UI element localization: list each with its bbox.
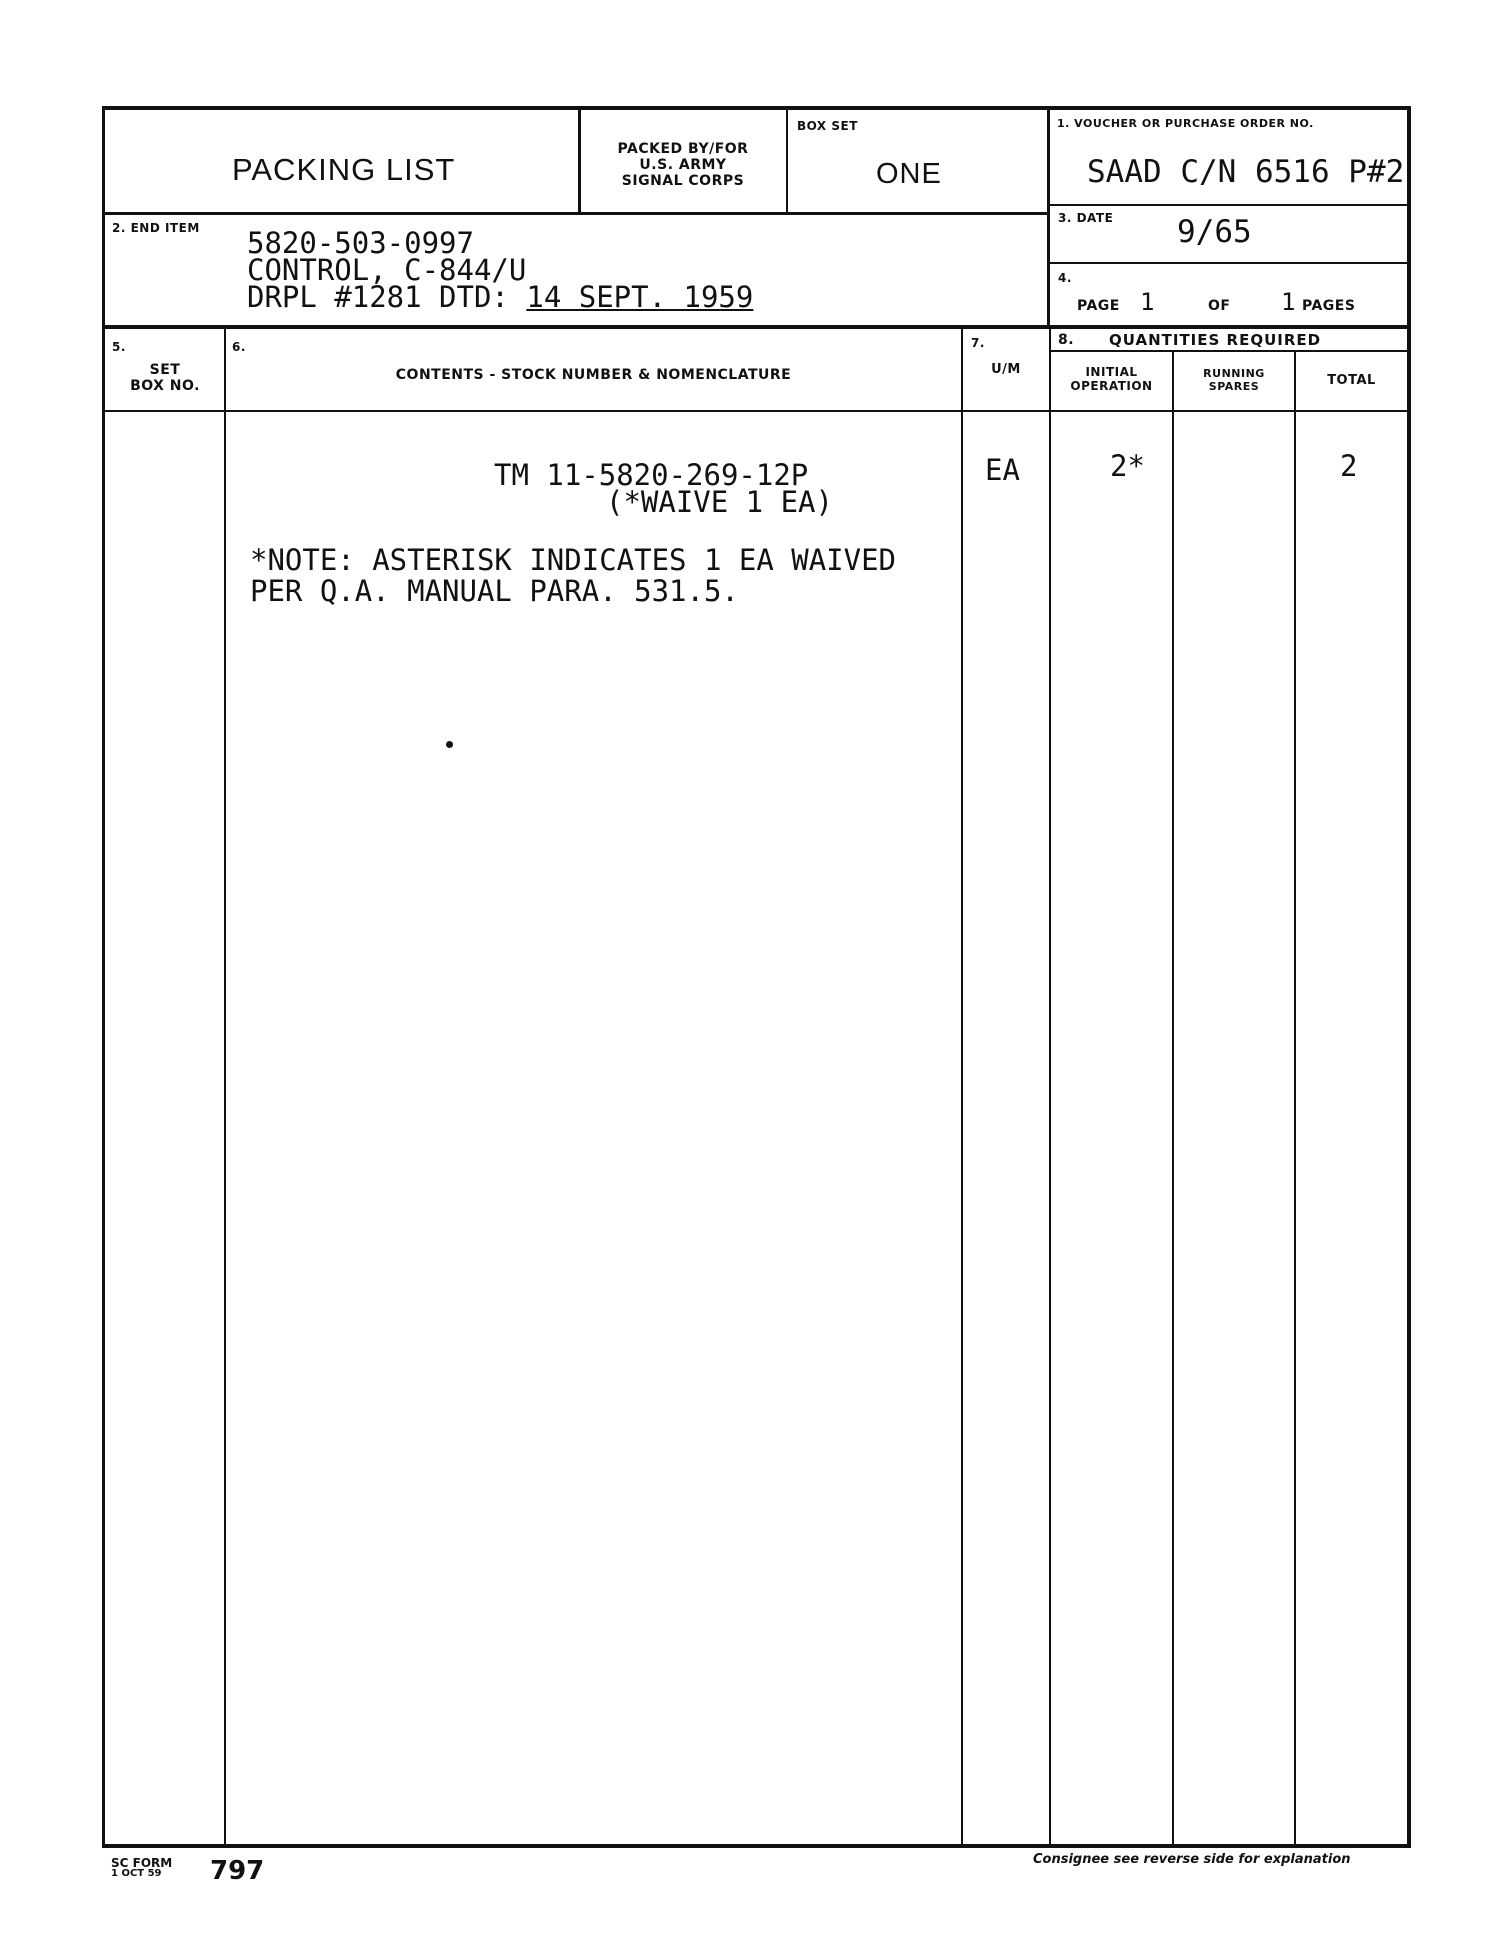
box-set-label: BOX SET	[797, 119, 858, 133]
end-item-name: CONTROL, C-844/U	[247, 253, 527, 287]
form-border-top	[102, 106, 1410, 110]
col-setbox-label1: SET	[149, 362, 181, 378]
item-stock-number: TM 11-5820-269-12P	[494, 458, 809, 492]
box-set-value: ONE	[876, 158, 942, 190]
item-initial-quantity: 2*	[1110, 449, 1145, 483]
col-setbox-header	[106, 362, 224, 394]
date-value: 9/65	[1177, 214, 1252, 250]
note-line-1: *NOTE: ASTERISK INDICATES 1 EA WAIVED	[250, 543, 897, 577]
form-border-bottom	[102, 1844, 1411, 1848]
form-title: PACKING LIST	[232, 152, 456, 187]
col-running-label1: RUNNING	[1203, 367, 1265, 380]
col-vline-setbox	[224, 327, 226, 1846]
packed-by-line2: U.S. ARMY	[639, 157, 727, 174]
consignee-note: Consignee see reverse side for explanation	[1033, 1852, 1351, 1867]
col-contents-header: CONTENTS - STOCK NUMBER & NOMENCLATURE	[395, 367, 792, 383]
table-top-line	[102, 325, 1409, 329]
col-vline-um	[961, 327, 963, 1846]
packed-by-line3: SIGNAL CORPS	[621, 173, 745, 190]
packed-by-block	[588, 141, 778, 189]
col-qty-header: QUANTITIES REQUIRED	[1109, 331, 1322, 349]
col-initial-label2: OPERATION	[1070, 378, 1153, 393]
form-border-left	[102, 106, 105, 1848]
end-item-stock-number: 5820-503-0997	[247, 226, 474, 260]
page-word: PAGE	[1077, 298, 1120, 314]
col-um-number: 7.	[971, 336, 985, 350]
item-waiver-note: (*WAIVE 1 EA)	[606, 485, 833, 519]
header-vline-2	[786, 106, 788, 214]
form-id-line2: 1 OCT 59	[111, 1868, 162, 1879]
form-id-line1: SC FORM	[111, 1856, 173, 1870]
form-border-right	[1407, 106, 1411, 1846]
page-value: 1	[1140, 288, 1155, 316]
end-item-drpl	[247, 280, 754, 314]
voucher-label: 1. VOUCHER OR PURCHASE ORDER NO.	[1057, 117, 1314, 130]
header-row-divider	[102, 212, 1049, 215]
col-running-header	[1174, 368, 1294, 393]
col-initial-header	[1051, 366, 1172, 394]
stray-ink-dot	[446, 741, 453, 748]
date-label: 3. DATE	[1058, 211, 1114, 225]
of-word: OF	[1208, 298, 1231, 314]
col-qty-number: 8.	[1058, 332, 1075, 348]
form-id-block	[111, 1857, 172, 1879]
quantities-subheader-line	[1049, 350, 1409, 352]
col-vline-running	[1172, 350, 1174, 1846]
packed-by-line1: PACKED BY/FOR	[617, 141, 749, 157]
voucher-divider	[1049, 204, 1409, 206]
right-column-vline	[1047, 106, 1050, 328]
item-unit-of-measure: EA	[985, 453, 1020, 487]
col-contents-number: 6.	[232, 340, 246, 354]
pages-word: PAGES	[1302, 298, 1356, 314]
col-running-label2: SPARES	[1208, 379, 1260, 393]
voucher-value: SAAD C/N 6516 P#2	[1087, 154, 1405, 190]
pages-value: 1	[1281, 288, 1296, 316]
col-setbox-number: 5.	[112, 340, 126, 354]
date-divider	[1049, 262, 1409, 264]
item-total-quantity: 2	[1340, 449, 1358, 483]
drpl-prefix: DRPL #1281 DTD:	[247, 280, 527, 314]
header-vline-1	[578, 106, 581, 214]
col-vline-total	[1294, 350, 1296, 1846]
col-total-header: TOTAL	[1327, 373, 1376, 388]
page-field-number: 4.	[1058, 271, 1072, 285]
drpl-date: 14 SEPT. 1959	[526, 280, 754, 314]
col-initial-label1: INITIAL	[1085, 365, 1138, 379]
col-um-header: U/M	[991, 362, 1021, 377]
end-item-label: 2. END ITEM	[112, 221, 200, 235]
note-line-2: PER Q.A. MANUAL PARA. 531.5.	[250, 574, 739, 608]
col-vline-qty	[1049, 327, 1051, 1846]
col-setbox-label2: BOX NO.	[130, 378, 200, 395]
form-number: 797	[210, 1856, 265, 1886]
column-header-bottom	[102, 410, 1409, 412]
